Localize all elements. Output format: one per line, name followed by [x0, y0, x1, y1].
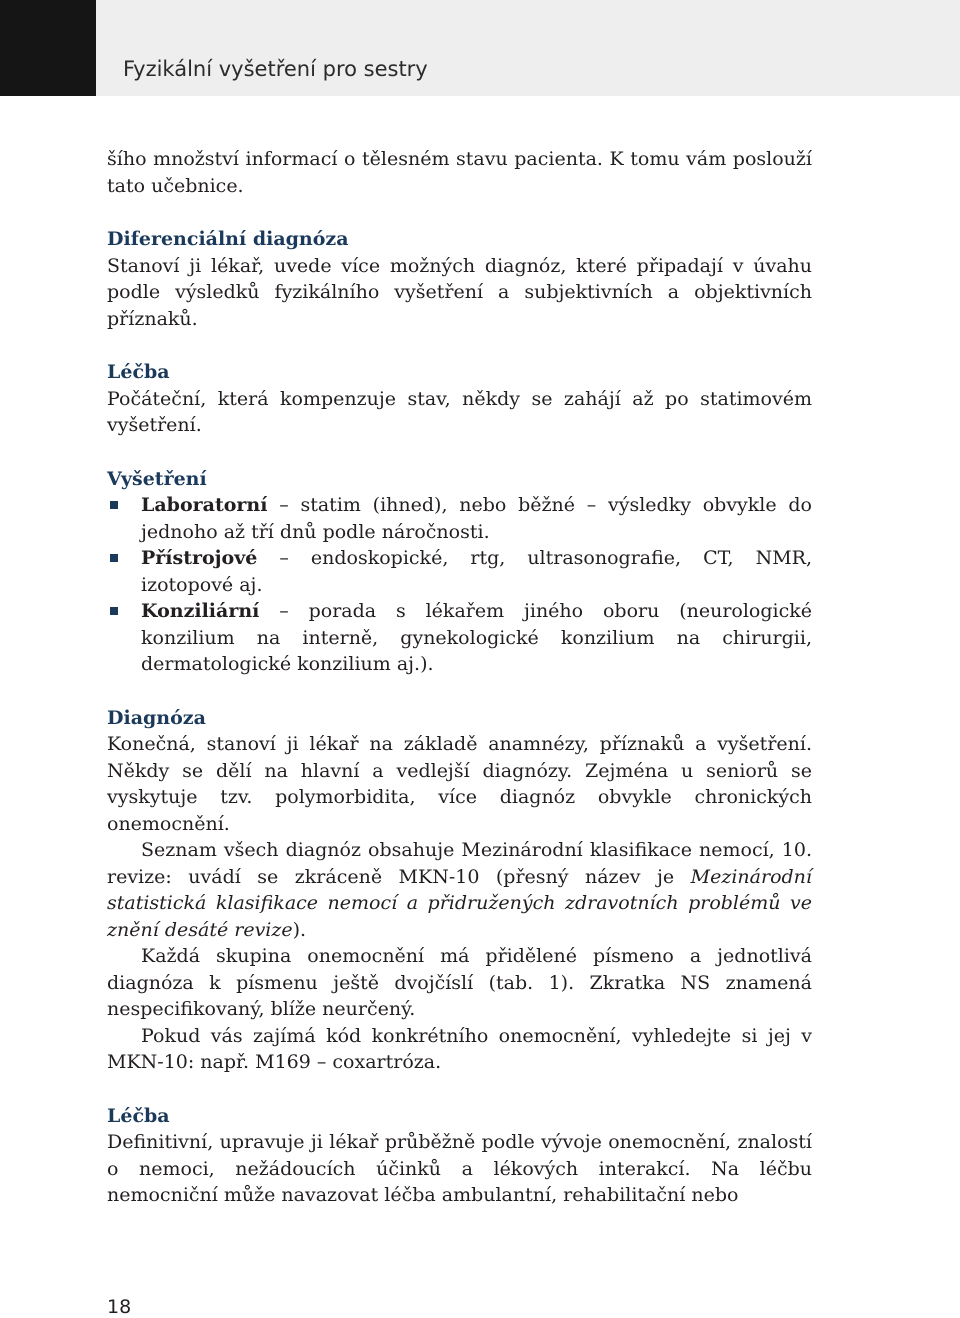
header-black-tab — [0, 0, 96, 96]
paragraph-text: Seznam všech diagnóz obsahuje Mezinárodní klasifikace nemocí, 10. revize: uvádí se zkráceně MKN-10 (přesný název je — [107, 839, 812, 888]
list-item-term: Laboratorní — [141, 494, 268, 516]
section-paragraph: Definitivní, upravuje ji lékař průběžně podle vývoje onemocnění, znalostí o nemoci, nežádoucích účinků a lékových interakcí. Na léčbu nemocniční může navazovat léčba ambulantní, rehabilitační nebo — [107, 1131, 812, 1206]
section-paragraph: Počáteční, která kompenzuje stav, někdy se zahájí až po statimovém vyšetření. — [107, 387, 812, 436]
bullet-list — [107, 492, 812, 678]
square-bullet-icon — [110, 501, 118, 509]
section-lecba-definitivni — [107, 1103, 812, 1209]
list-item-term: Přístrojové — [141, 547, 258, 569]
running-header — [0, 0, 960, 96]
classification-full-name: Mezinárodní statistická klasifikace nemocí a přidružených zdravotních problémů ve znění desáté revize — [107, 865, 812, 941]
list-item-text: – porada s lékařem jiného oboru (neurologické konzilium na interně, gynekologické konzilium na chirurgii, dermatologické konzilium aj.). — [141, 600, 812, 675]
section-lecba-pocatecni — [107, 359, 812, 439]
intro-paragraph: šího množství informací o tělesném stavu pacienta. K tomu vám poslouží tato učebnice. — [107, 148, 812, 197]
list-item-text: – statim (ihned), nebo běžné – výsledky obvykle do jednoho až tří dnů podle náročnosti. — [141, 494, 812, 543]
list-item — [107, 598, 812, 678]
page-body — [107, 146, 812, 1209]
list-item-term: Konziliární — [141, 600, 260, 622]
section-diagnoza — [107, 705, 812, 1076]
section-diferencialni-diagnoza — [107, 226, 812, 332]
running-header-title: Fyzikální vyšetření pro sestry — [123, 57, 428, 81]
section-heading: Diferenciální diagnóza — [107, 228, 349, 250]
square-bullet-icon — [110, 554, 118, 562]
section-paragraph: Stanoví ji lékař, uvede více možných diagnóz, které připadají v úvahu podle výsledků fyzikálního vyšetření a subjektivních a objektivních příznaků. — [107, 254, 812, 330]
list-item-text: – endoskopické, rtg, ultrasonografie, CT, NMR, izotopové aj. — [141, 547, 812, 596]
section-heading: Vyšetření — [107, 467, 207, 490]
section-paragraph: Pokud vás zajímá kód konkrétního onemocnění, vyhledejte si jej v MKN-10: např. M169 – coxartróza. — [107, 1024, 812, 1073]
section-heading: Léčba — [107, 1104, 170, 1127]
paragraph-text: ). — [292, 918, 307, 941]
section-paragraph: Konečná, stanoví ji lékař na základě anamnézy, příznaků a vyšetření. Někdy se dělí na hlavní a vedlejší diagnózy. Zejména u seniorů se vyskytuje tzv. polymorbidita, více diagnóz obvykle chronických onemocnění. — [107, 733, 812, 835]
section-paragraph — [107, 837, 812, 943]
page-number: 18 — [107, 1296, 132, 1318]
list-item — [107, 545, 812, 598]
section-paragraph: Každá skupina onemocnění má přidělené písmeno a jednotlivá diagnóza k písmenu ještě dvojčíslí (tab. 1). Zkratka NS znamená nespecifikovaný, blíže neurčený. — [107, 945, 812, 1020]
list-item — [107, 492, 812, 545]
square-bullet-icon — [110, 607, 118, 615]
section-heading: Diagnóza — [107, 706, 206, 729]
section-heading: Léčba — [107, 361, 170, 383]
section-vysetreni — [107, 466, 812, 678]
